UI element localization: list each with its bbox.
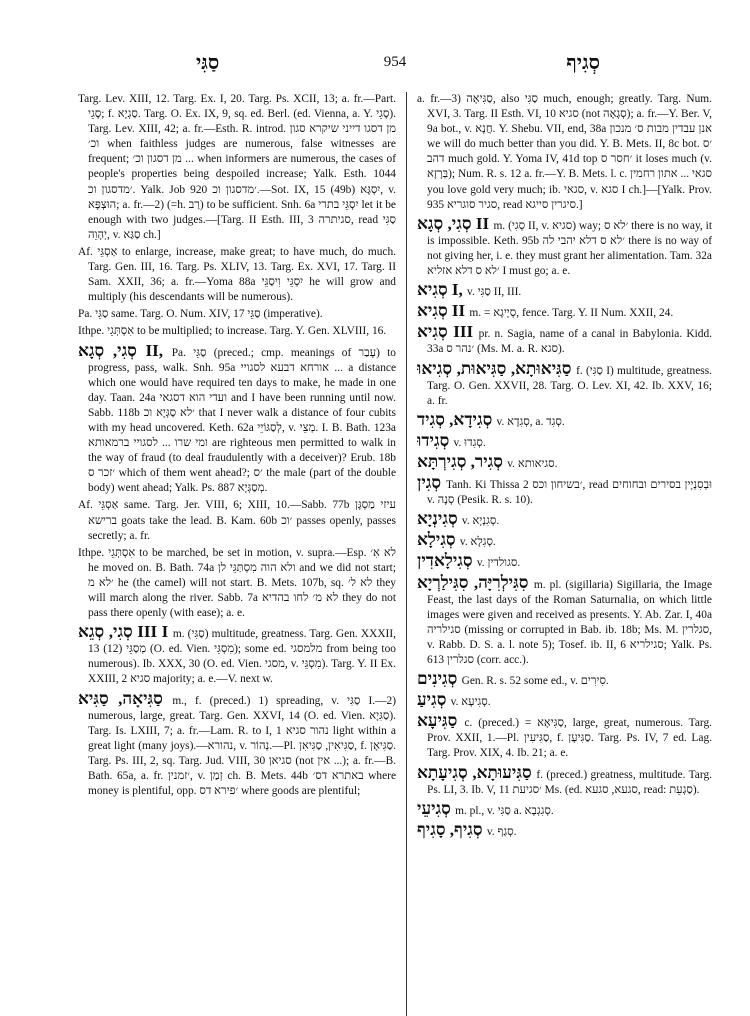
entry-headword: סְגִי, סְגָא II, bbox=[78, 340, 172, 360]
dictionary-entry bbox=[417, 552, 712, 571]
dictionary-entry bbox=[417, 215, 712, 279]
dictionary-entry bbox=[417, 92, 712, 213]
entry-text: m. (סַגִּי) multitude, greatness. Targ. Gen. XXXII, 13 (12) מְסַגֵּי (O. ed. Vien. מִסְגֵּי); some ed. מלמסגי from being too numerous). Ib. XXX, 30 (O. ed. Vien. מסגי, v. מִסְגֵּי). Targ. Y. II Ex. XXIII, 2 סגיא majority; a. e.—V. next w. bbox=[88, 628, 396, 686]
dictionary-entry bbox=[78, 245, 396, 305]
dictionary-entry bbox=[417, 712, 712, 761]
dictionary-entry bbox=[78, 307, 396, 322]
left-column bbox=[78, 92, 407, 1016]
entry-text: Pa. סַגֵּי (preced.; cmp. meanings of עָבַר) to progress, pass, walk. Snh. 95a אורחא דבעא לסגויי ... a distance which one would have required ten days to make, he made in one day. Taan. 24a ועדי הוא דסגאי and I have been running until now. Sabb. 118b ׳לא סַגְּיָא וכ that I never walk a distance of four cubits with my head uncovered. Keth. 62a לְסַגּוֹיֵי, v. מְצֵי. I. B. Bath. 123a ומי שרו ... לסגויי ברמאותא are righteous men permitted to walk in the way of fraud (to deal fraudulently with a deceiver)? Erub. 18b ׳זכר ס which of them went ahead?; ׳ס the male (part of the double body) went ahead; Yalk. Ps. 887 מְסַגְּיָא. bbox=[88, 346, 397, 495]
entry-headword: סְגִין bbox=[417, 473, 447, 493]
entry-text: a. fr.—3) סַגִּיאָה, also סַגִּי much, enough; greatly. Targ. Num. XVI, 3. Targ. II Esth. VI, 10 סגיא (not סְגָאָה); a. fr.—Y. Ber. V, 9a bot., v. חֲנָא. Y. Shebu. VII, end, 38a אנן עבדין מבות ס׳ מנכון we will do much better than you did. Y. B. Mets. II, 8c bot. ׳ס דהב much gold. Y. Yoma IV, 41d top ׳חסר ס it loses much (v. בְּרָזָא); Num. R. s. 12 a. fr.—Y. B. Mets. l. c. סגאי ... אתון רחמין you love gold very much; ib. סגאי, v. סגא I ch.]—[Yalk. Prov. 935 סגיר סוגריא, read סיגרין סייגא.] bbox=[417, 93, 712, 211]
entry-headword: סְגִי, סְגֵא III I bbox=[78, 622, 173, 642]
entry-text: Tanh. Ki Thissa 2 ׳בשיחון וכס, read וּבְסִנְיָין בסירים ובחוחים v. סְנָה (Pesik. R. s. 10). bbox=[427, 479, 712, 507]
dictionary-entry bbox=[417, 432, 712, 451]
entry-text: Ithpe. אִסְתְּגֵי to be multiplied; to increase. Targ. Y. Gen. XLVIII, 16. bbox=[78, 325, 387, 338]
dictionary-entry bbox=[78, 690, 396, 800]
dictionary-entry bbox=[78, 546, 396, 621]
dictionary-entry bbox=[78, 92, 396, 243]
entry-headword: סַגִּיעוּתָא, סְגִיעָתָא bbox=[417, 762, 537, 782]
dictionary-entry bbox=[417, 800, 712, 819]
entry-headword: סַגִּיעָא bbox=[417, 711, 465, 731]
entry-text: Ithpe. אִסְתְּגֵי to be marched, be set in motion, v. supra.—Esp. לא אִ׳ he moved on. B. Bath. 74a ולא הוה מִסְתַּגֵּי לן and we did not start; ׳לא מ he (the camel) will not start. B. Mets. 107b, sq. לא ל׳ they will march along the river. Sabb. 7a לא מ׳ לחו בהדיא they do not pass there openly (with ease); a. e. bbox=[78, 546, 397, 620]
entry-text: v. סְגִלָא. bbox=[459, 536, 496, 549]
entry-text: v. סְגִדָא, a. סְגִד. bbox=[496, 415, 565, 428]
entry-headword: סְגִי, סְגָא II bbox=[417, 213, 494, 233]
dictionary-entry bbox=[417, 821, 712, 840]
running-header bbox=[78, 52, 712, 78]
dictionary-entry bbox=[417, 323, 712, 357]
entry-headword: סְגִיעֵי bbox=[417, 798, 456, 818]
entry-text: pr. n. Sagia, name of a canal in Babylonia. Kidd. 33a ׳נהר ס (Ms. M. a. R. סגא). bbox=[427, 328, 712, 356]
entry-text: v. סְגִנְיָא. bbox=[461, 515, 500, 528]
dictionary-entry bbox=[417, 691, 712, 710]
entry-headword: סְגִינִים bbox=[417, 669, 462, 689]
dictionary-entry bbox=[417, 474, 712, 508]
entry-headword: סַגִּיאָה, סַגִּיא bbox=[78, 688, 173, 708]
dictionary-entry bbox=[417, 281, 712, 300]
dictionary-entry bbox=[417, 453, 712, 472]
dictionary-entry bbox=[417, 510, 712, 529]
right-guide-word: סְגִיף bbox=[566, 52, 600, 74]
entry-text: v. סגולדין. bbox=[476, 557, 521, 570]
dictionary-entry bbox=[78, 623, 396, 687]
entry-text: c. (preced.) = סַגִּיאָא, large, great, numerous. Targ. Prov. XXII, 1.—Pl. סַגִּיעִין, f. סַגִּיעָן. Targ. Ps. IV, 7 ed. Lag. Targ. Prov. XIX, 4. Ib. 21; a. e. bbox=[427, 717, 712, 760]
dictionary-entry bbox=[417, 574, 712, 669]
dictionary-entry bbox=[417, 670, 712, 689]
entry-headword: סִגִּילְרִיָּה, סִגִּילַרְיָא bbox=[417, 572, 534, 592]
entry-headword: סְגִיא I, bbox=[417, 280, 468, 300]
entry-text: v. סַגִּי II, III. bbox=[467, 286, 522, 299]
dictionary-entry bbox=[417, 302, 712, 321]
entry-headword: סְגִידָא, סְגִיד bbox=[417, 409, 497, 429]
entry-headword: סְגִיא II bbox=[417, 301, 470, 321]
dictionary-entry bbox=[417, 411, 712, 430]
dictionary-entry bbox=[417, 531, 712, 550]
entry-headword: סְגִידוּ bbox=[417, 430, 454, 450]
dictionary-entry bbox=[78, 498, 396, 543]
dictionary-entry bbox=[78, 342, 396, 497]
entry-text: Targ. Lev. XIII, 12. Targ. Ex. I, 20. Targ. Ps. XCII, 13; a. fr.—Part. סָגֵי; f. סַגְיָא. Targ. O. Ex. IX, 9, sq. ed. Berl. (ed. Vienna, a. Y. סָגֵי). Targ. Lev. XIII, 42; a. fr.—Esth. R. introd. מן דסגו דייני שיקרא סגון וכ׳ when faithless judges are numerous, false witnesses are frequent; מן דסגון וכ׳ ... when informers are numerous, the cases of people's properties being despoiled increase; Yalk. Esth. 1044 ׳מדסגון וכ. Yalk. Job 920 ׳מדסגון וכ.—Sot. IX, 15 (49b) יִסְגָּא, v. הוּצְפָּא; a. fr.—2) (=h. רַב) to be sufficient. Snh. 6a יִסְגֵּי בתרי let it be enough with two judges.—[Targ. II Esth. III, 3 סגיתרה, read סַגִּי יְהָוֵה, v. סַגַּא ch.] bbox=[78, 93, 397, 241]
entry-text: v. סגיאותא. bbox=[507, 457, 558, 470]
entry-headword: סְגִיר, סְגִירְתָּא bbox=[417, 451, 508, 471]
right-column bbox=[417, 92, 712, 1016]
entry-text: v. סְגִיעָא. bbox=[450, 696, 491, 709]
entry-text: m., f. (preced.) 1) spreading, v. סַגִּי I.—2) numerous, large, great. Targ. Gen. XXVI, 14 (O. ed. Vien. סַגִּיָא). Targ. Is. LXIII, 7; a. fr.—Lam. R. to I, 1 נהור סגיא light within a great light (many joys).—נהורא, v. נְהוֹר.—Pl. סַגִּיאִין, סַגִּיאִן, f. סַגִּיאָן. Targ. Ps. III, 2, sq. Targ. Jud. VIII, 30 סגיאן (not אין ...); a. fr.—B. Bath. 65a, a. fr. ׳זמנין, v. זְמַן ch. B. Mets. 44b באתרא דס׳ where money is plentiful, opp. ׳פירא דס where goods are plentiful; bbox=[88, 694, 397, 798]
entry-text: Af. אַסְגֵּי same. Targ. Jer. VIII, 6; XIII, 10.—Sabb. 77b עיזי מַסְגָּן ברישא goats take the lead. B. Kam. 60b ׳וכ passes openly, passes secretly; a. fr. bbox=[78, 499, 396, 542]
entry-text: v. סְגַף. bbox=[486, 825, 517, 838]
page-number: 954 bbox=[383, 54, 407, 70]
dictionary-entry bbox=[417, 764, 712, 798]
left-guide-word: סַגִּי bbox=[196, 52, 220, 74]
entry-text: f. (preced.) greatness, multitude. Targ. Ps. LI, 3. Ib. V, 11 ׳סגיעת Ms. (ed. סגעא, סגעא, read: סַגְעֵת). bbox=[427, 768, 712, 796]
entry-headword: סְגִילָאדִין bbox=[417, 551, 477, 571]
entry-text: f. (סַגִּי I) multitude, greatness. Targ. O. Gen. XXVII, 28. Targ. O. Lev. XI, 42. Ib. XXV, 16; a. fr. bbox=[427, 364, 712, 407]
entry-headword: סְגִיעַ bbox=[417, 690, 451, 710]
dictionary-entry bbox=[78, 324, 396, 339]
entry-text: v. סְגִדוּ. bbox=[453, 436, 486, 449]
entry-text: m. (סְגִי II, v. סגיא) way; ׳לא ס there is no way, it is impossible. Keth. 95b ׳לא ס דלא יהבי לה there is no way of not giving her, i. e. they must grant her alimentation. Tam. 32a ׳לא ס דלא אזליא I must go; a. e. bbox=[427, 219, 712, 278]
entry-headword: סְגִילָא bbox=[417, 530, 460, 550]
two-column-body bbox=[78, 92, 712, 1016]
entry-text: m. pl. (sigillaria) Sigillaria, the Image Feast, the last days of the Roman Saturnalia, on which little images were given and received as presents. Y. Ab. Zar. I, 40a סגילריה (missing or corrupted in Bab. ib. 18b; Ms. M. סגלרין, v. Rabb. D. S. a. l. note 5); Tosef. ib. II, 6 סגילריא; Yalk. Ps. 613 סגלרין (corr. acc.). bbox=[427, 578, 712, 666]
entry-text: Af. אַסְגֵּי to enlarge, increase, make great; to have much, do much. Targ. Gen. III, 16. Targ. Ps. XLIV, 13. Targ. Ex. XVI, 17. Targ. II Sam. XXII, 36; a. fr.—Yoma 88a יִסְגֵּי וִיסַגֵּי he will grow and multiply (his descendants will be numerous). bbox=[78, 245, 396, 304]
entry-headword: סְגִינְיָא bbox=[417, 509, 462, 529]
entry-text: m. pl., v. סַגִּי a. סְגִגְבָא. bbox=[455, 804, 554, 817]
entry-headword: סְגִיף, סָגִיף bbox=[417, 819, 487, 839]
entry-headword: סַגִּיאוּתָא, סַגִּיאוּת, סְגִיאוּ bbox=[417, 358, 577, 378]
entry-text: Gen. R. s. 52 some ed., v. סִירִים. bbox=[461, 675, 609, 688]
dictionary-entry bbox=[417, 360, 712, 409]
entry-text: m. = סְיָיגָא, fence. Targ. Y. II Num. XXII, 24. bbox=[469, 307, 674, 320]
entry-headword: סְגִיא III bbox=[417, 322, 479, 342]
entry-text: Pa. סַגֵּי same. Targ. O. Num. XIV, 17 סַגֵּי (imperative). bbox=[78, 308, 323, 321]
